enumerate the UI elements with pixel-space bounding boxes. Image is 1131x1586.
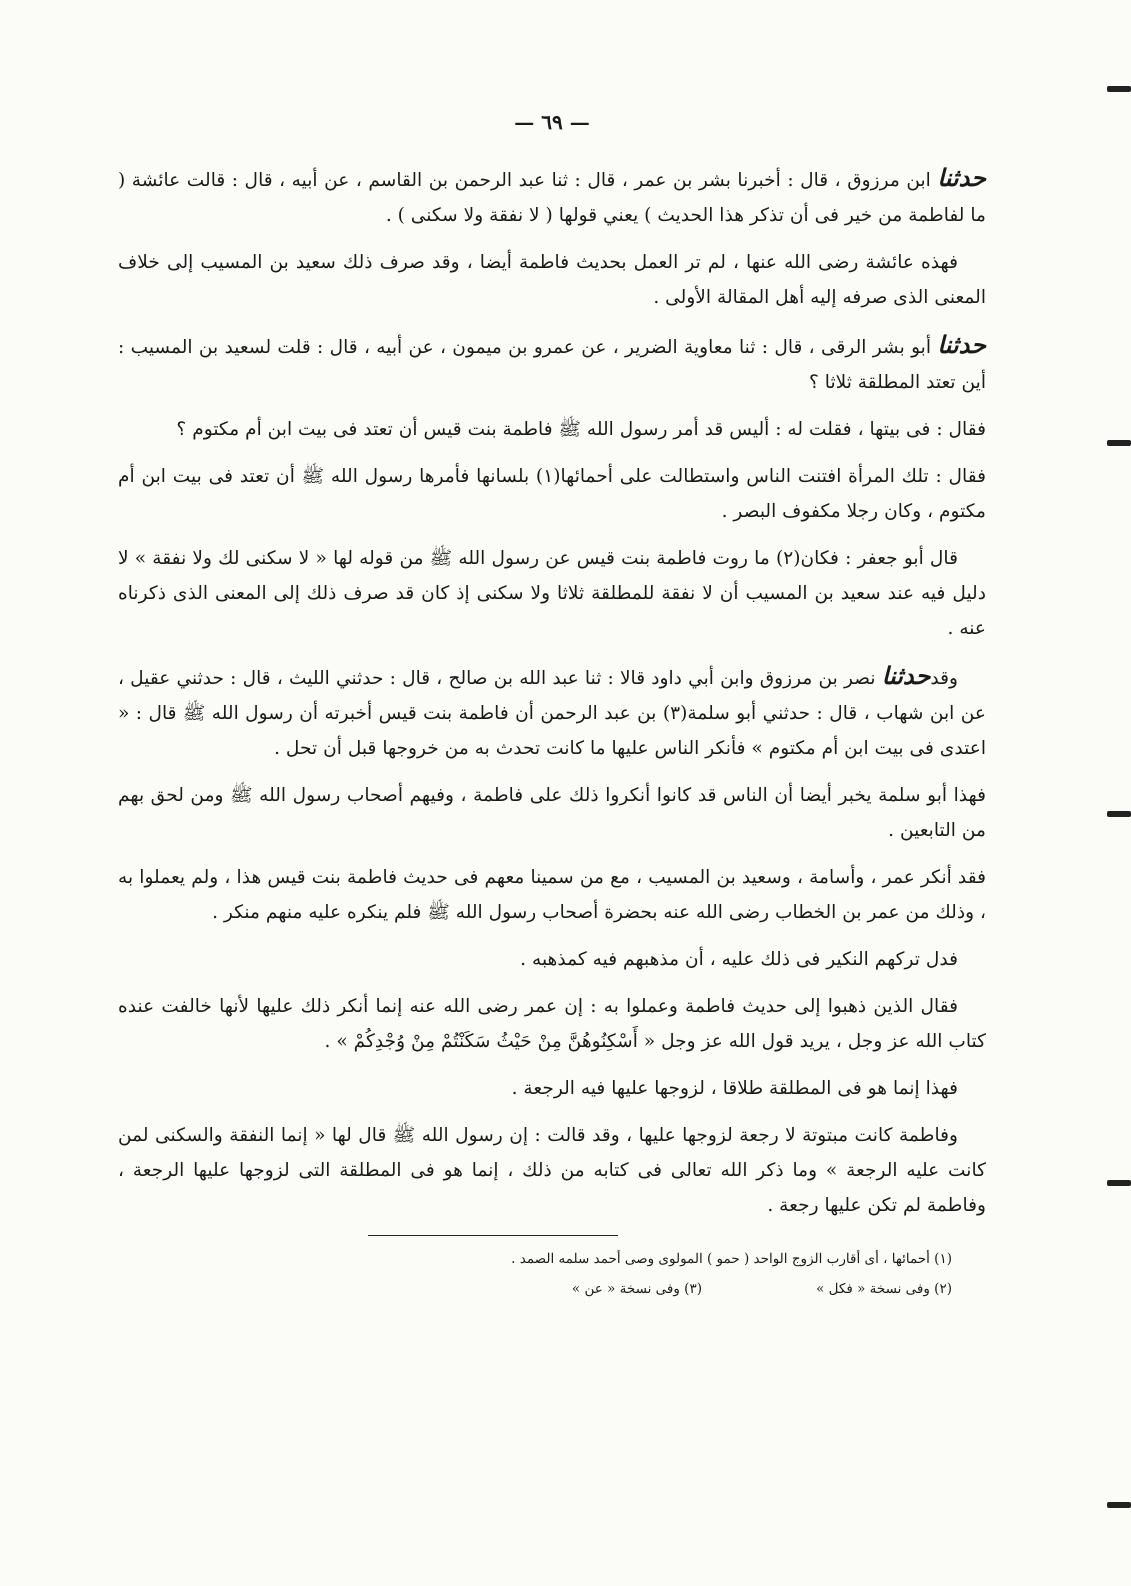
footnote-1: (١) أحمائها ، أى أقارب الزوج الواحد ( حمو ) المولوى وصى أحمد سلمه الصمد . — [511, 1251, 952, 1267]
paragraph-1 — [118, 160, 986, 233]
paragraph-8 — [118, 778, 986, 848]
paragraph-11 — [118, 989, 986, 1059]
paragraph-text: فهذا إنما هو فى المطلقة طلاقا ، لزوجها عليها فيه الرجعة . — [511, 1078, 958, 1099]
paragraph-9 — [118, 860, 986, 930]
paragraph-10 — [118, 942, 986, 977]
paragraph-3 — [118, 327, 986, 400]
paragraph-4 — [118, 412, 986, 447]
scan-edge-mark — [1107, 1180, 1131, 1186]
scan-edge-mark — [1107, 811, 1131, 817]
paragraph-text: فقال : تلك المرأة افتنت الناس واستطالت على أحمائها(١) بلسانها فأمرها رسول الله ﷺ أن تعتد فى بيت ابن أم مكتوم ، وكان رجلا مكفوف البصر . — [118, 466, 986, 522]
paragraph-text: فهذه عائشة رضى الله عنها ، لم تر العمل بحديث فاطمة أيضا ، وقد صرف ذلك سعيد بن المسيب إلى خلاف المعنى الذى صرفه إليه أهل المقالة الأولى . — [118, 252, 986, 308]
paragraph-6 — [118, 541, 986, 646]
hadith-keyword: حدثنا — [937, 330, 986, 359]
paragraph-text: فقال : فى بيتها ، فقلت له : أليس قد أمر رسول الله ﷺ فاطمة بنت قيس أن تعتد فى بيت ابن أم مكتوم ؟ — [176, 419, 986, 440]
paragraph-prefix: وقد — [930, 668, 958, 689]
paragraph-text: فدل تركهم النكير فى ذلك عليه ، أن مذهبهم فيه كمذهبه . — [520, 949, 958, 970]
paragraph-text: فهذا أبو سلمة يخبر أيضا أن الناس قد كانوا أنكروا ذلك على فاطمة ، وفيهم أصحاب رسول الله ﷺ ومن لحق بهم من التابعين . — [118, 785, 986, 841]
paragraph-5 — [118, 459, 986, 529]
footnote-2: (٢) وفى نسخة « فكل » — [816, 1281, 952, 1297]
paragraph-text: فقال الذين ذهبوا إلى حديث فاطمة وعملوا به : إن عمر رضى الله عنه إنما أنكر ذلك عليها لأنها خالفت عنده كتاب الله عز وجل ، يريد قول الله عز وجل « أَسْكِنُوهُنَّ مِنْ حَيْثُ سَكَنْتُمْ مِنْ وُجْدِكُمْ » . — [118, 996, 986, 1052]
paragraph-7 — [118, 658, 986, 766]
paragraph-13 — [118, 1118, 986, 1223]
footnotes — [118, 1244, 986, 1304]
paragraph-text: نصر بن مرزوق وابن أبي داود قالا : ثنا عبد الله بن صالح ، قال : حدثني الليث ، قال : حدثني عقيل ، عن ابن شهاب ، قال : حدثني أبو سلمة(٣) بن عبد الرحمن أن فاطمة بنت قيس أخبرته أن رسول الله ﷺ قال : « اعتدى فى بيت ابن أم مكتوم » فأنكر الناس عليها ما كانت تحدث به من خروجها قبل أن تحل . — [118, 668, 986, 759]
paragraph-12 — [118, 1071, 986, 1106]
paragraph-2 — [118, 245, 986, 315]
paragraph-text: قال أبو جعفر : فكان(٢) ما روت فاطمة بنت قيس عن رسول الله ﷺ من قوله لها « لا سكنى لك ولا نفقة » لا دليل فيه عند سعيد بن المسيب أن لا نفقة للمطلقة ثلاثا ولا سكنى إذ كان قد صرف ذلك إلى المعنى الذى ذكرناه عنه . — [118, 548, 986, 639]
scan-edge-mark — [1107, 86, 1131, 92]
paragraph-text: فقد أنكر عمر ، وأسامة ، وسعيد بن المسيب ، مع من سمينا معهم فى حديث فاطمة بنت قيس هذا ، ولم يعملوا به ، وذلك من عمر بن الخطاب رضى الله عنه بحضرة أصحاب رسول الله ﷺ فلم ينكره عليه منهم منكر . — [118, 867, 986, 923]
paragraph-text: ابن مرزوق ، قال : أخبرنا بشر بن عمر ، قال : ثنا عبد الرحمن بن القاسم ، عن أبيه ، قال : قالت عائشة ( ما لفاطمة من خير فى أن تذكر هذا الحديث ) يعني قولها ( لا نفقة ولا سكنى ) . — [118, 170, 986, 226]
footnote-3: (٣) وفى نسخة « عن » — [571, 1281, 702, 1297]
footnote-row — [118, 1274, 952, 1304]
paragraph-text: وفاطمة كانت مبتوتة لا رجعة لزوجها عليها ، وقد قالت : إن رسول الله ﷺ قال لها « إنما النفقة والسكنى لمن كانت عليه الرجعة » وما ذكر الله تعالى فى كتابه من ذلك ، إنما هو فى المطلقة التى لزوجها عليها الرجعة ، وفاطمة لم تكن عليها رجعة . — [118, 1125, 986, 1216]
scan-edge-mark — [1107, 440, 1131, 446]
page-number: — ٦٩ — — [514, 110, 590, 134]
paragraph-text: أبو بشر الرقى ، قال : ثنا معاوية الضرير ، عن عمرو بن ميمون ، عن أبيه ، قال : قلت لسعيد بن المسيب : أين تعتد المطلقة ثلاثا ؟ — [118, 337, 986, 393]
hadith-keyword: حدثنا — [881, 661, 931, 690]
footnote-divider — [368, 1235, 618, 1236]
scan-edge-mark — [1107, 1502, 1131, 1508]
hadith-keyword: حدثنا — [937, 163, 986, 192]
book-page — [118, 110, 986, 1304]
